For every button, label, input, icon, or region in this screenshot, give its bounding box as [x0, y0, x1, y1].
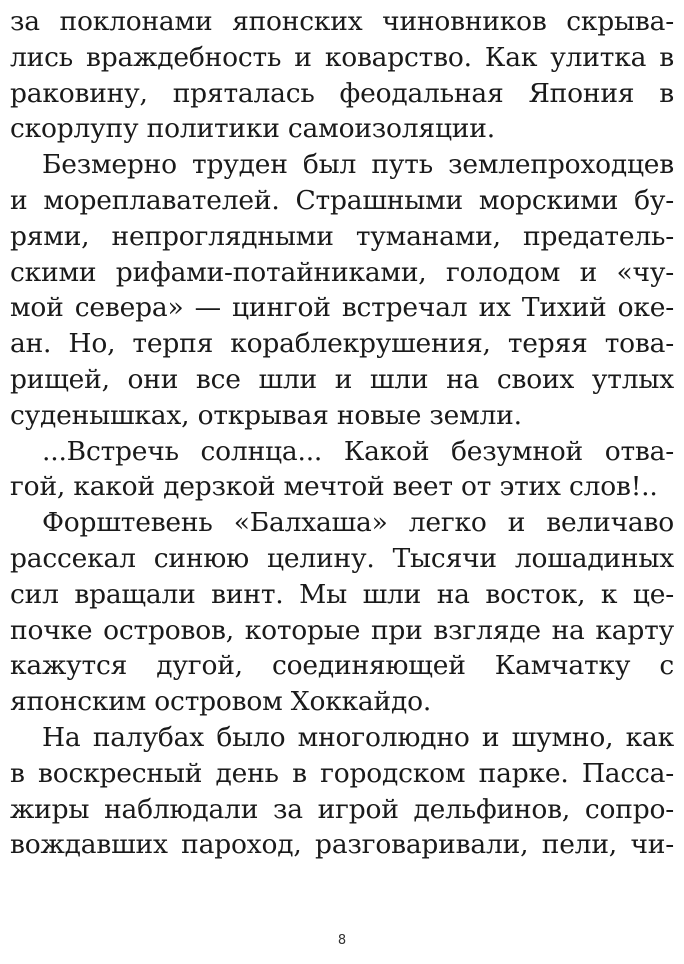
- text-line: японским островом Хоккайдо.: [10, 686, 432, 718]
- text-line: и мореплавателей. Страшными морскими бу-: [10, 184, 674, 216]
- text-line: за поклонами японских чиновников скрыва-: [10, 6, 674, 37]
- text-line: скорлупу политики самоизоляции.: [10, 113, 495, 145]
- text-line: На палубах было многолюдно и шумно, как: [42, 721, 674, 753]
- text-line: в воскресный день в городском парке. Пасса-: [10, 757, 674, 789]
- text-line: жиры наблюдали за игрой дельфинов, сопро-: [10, 793, 674, 825]
- paragraph: [10, 4, 674, 147]
- paragraph: [10, 505, 674, 720]
- text-line: рищей, они все шли и шли на своих утлых: [10, 363, 674, 395]
- text-line: Безмерно труден был путь землепроходцев: [42, 149, 674, 181]
- text-line: суденышках, открывая новые земли.: [10, 399, 522, 431]
- text-line: рями, непроглядными туманами, предатель-: [10, 220, 674, 252]
- text-line: ан. Но, терпя кораблекрушения, теряя това-: [10, 328, 674, 360]
- text-line: скими рифами-потайниками, голодом и «чу-: [10, 256, 674, 288]
- paragraph: [10, 147, 674, 433]
- text-line: кажутся дугой, соединяющей Камчатку с: [10, 650, 674, 682]
- paragraph: [10, 434, 674, 506]
- body-text: [10, 4, 674, 863]
- paragraph: [10, 720, 674, 863]
- text-line: гой, какой дерзкой мечтой веет от этих слов!..: [10, 471, 658, 503]
- page-number: 8: [337, 933, 347, 948]
- text-line: мой севера» — цингой встречал их Тихий оке-: [10, 292, 674, 324]
- text-line: Форштевень «Балхаша» легко и величаво: [42, 507, 674, 539]
- text-line: почке островов, которые при взгляде на карту: [10, 614, 674, 646]
- text-line: вождавших пароход, разговаривали, пели, чи-: [10, 829, 674, 861]
- text-line: рассекал синюю целину. Тысячи лошадиных: [10, 542, 674, 574]
- text-line: лись враждебность и коварство. Как улитка в: [10, 41, 674, 73]
- text-line: сил вращали винт. Мы шли на восток, к це-: [10, 578, 674, 610]
- text-line: ...Встречь солнца... Какой безумной отва-: [42, 435, 674, 467]
- text-line: раковину, пряталась феодальная Япония в: [10, 77, 674, 109]
